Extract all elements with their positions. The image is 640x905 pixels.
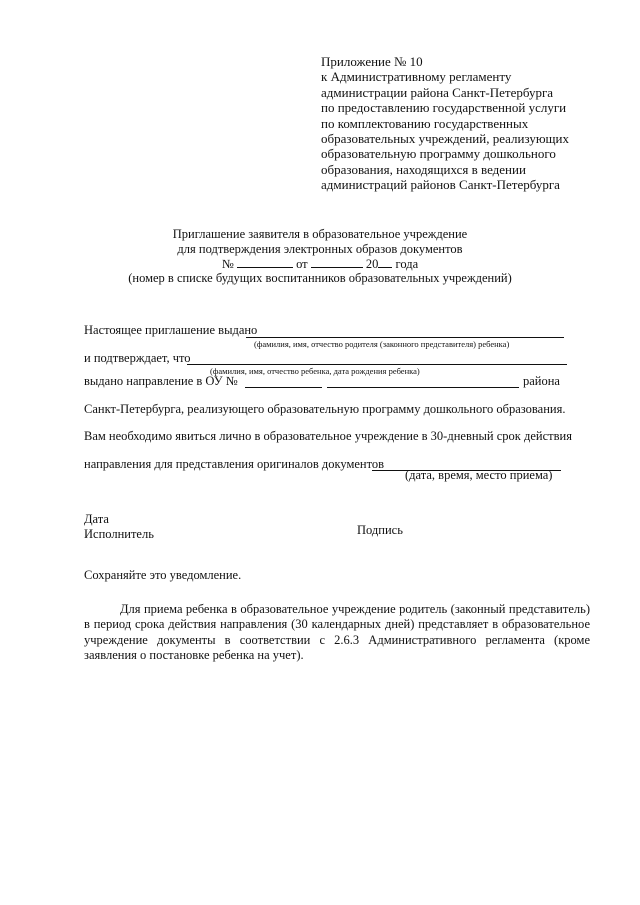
referral-label: выдано направление в ОУ № [84,374,238,388]
annex-line: по предоставлению государственной услуги [321,100,567,116]
annex-line: образования, находящихся в ведении [321,161,526,177]
year-prefix: 20 [365,257,379,271]
docs-label: направления для представления оригиналов документов [84,457,385,471]
document-title-line2: для подтверждения электронных образов документов [177,242,463,256]
number-sign: № [221,257,234,271]
year-field[interactable] [378,266,392,268]
confirms-label: и подтверждает, что [84,351,191,365]
confirms-field[interactable] [187,364,567,365]
docs-hint: (дата, время, место приема) [405,468,553,482]
signature-label: Подпись [357,523,403,537]
annex-line: образовательных учреждений, реализующих [321,131,569,147]
annex-line: к Административному регламенту [321,69,512,85]
referral-district-field[interactable] [327,387,519,388]
date-field[interactable] [311,266,363,268]
executor-label: Исполнитель [84,527,154,541]
referral-number-field[interactable] [245,387,322,388]
appear-line: Вам необходимо явиться лично в образовательное учреждение в 30-дневный срок действия [84,429,572,443]
annex-line: администраций районов Санкт-Петербурга [321,177,560,193]
annex-line: администрации района Санкт-Петербурга [321,84,554,100]
annex-line: Приложение № 10 [321,54,423,69]
issued-to-hint: (фамилия, имя, отчество родителя (законного представителя) ребенка) [254,339,510,349]
date-label: Дата [84,512,109,526]
year-word: года [395,257,419,271]
keep-notice: Сохраняйте это уведомление. [84,568,242,582]
annex-line: по комплектованию государственных [321,115,529,131]
spb-line: Санкт-Петербурга, реализующего образовательную программу дошкольного образования. [84,402,566,416]
issued-to-field[interactable] [246,337,564,338]
number-field[interactable] [237,266,293,268]
final-paragraph: Для приема ребенка в образовательное учреждение родитель (законный представитель) в период срока действия направления (30 календарных дней) представляет в образовательное учреждение документы в соответствии с 2.6.3 Административного регламента (кроме заявления о постановке ребенка на учет). [84,602,590,663]
confirms-hint: (фамилия, имя, отчество ребенка, дата рождения ребенка) [210,366,420,376]
issued-to-label: Настоящее приглашение выдано [84,323,258,337]
from-label: от [296,257,308,271]
district-label: района [523,374,560,388]
annex-header [321,54,569,193]
annex-line: образовательную программу дошкольного [321,146,556,162]
document-title-line1: Приглашение заявителя в образовательное учреждение [172,227,468,241]
document-title-line4: (номер в списке будущих воспитанников образовательных учреждений) [128,271,512,285]
